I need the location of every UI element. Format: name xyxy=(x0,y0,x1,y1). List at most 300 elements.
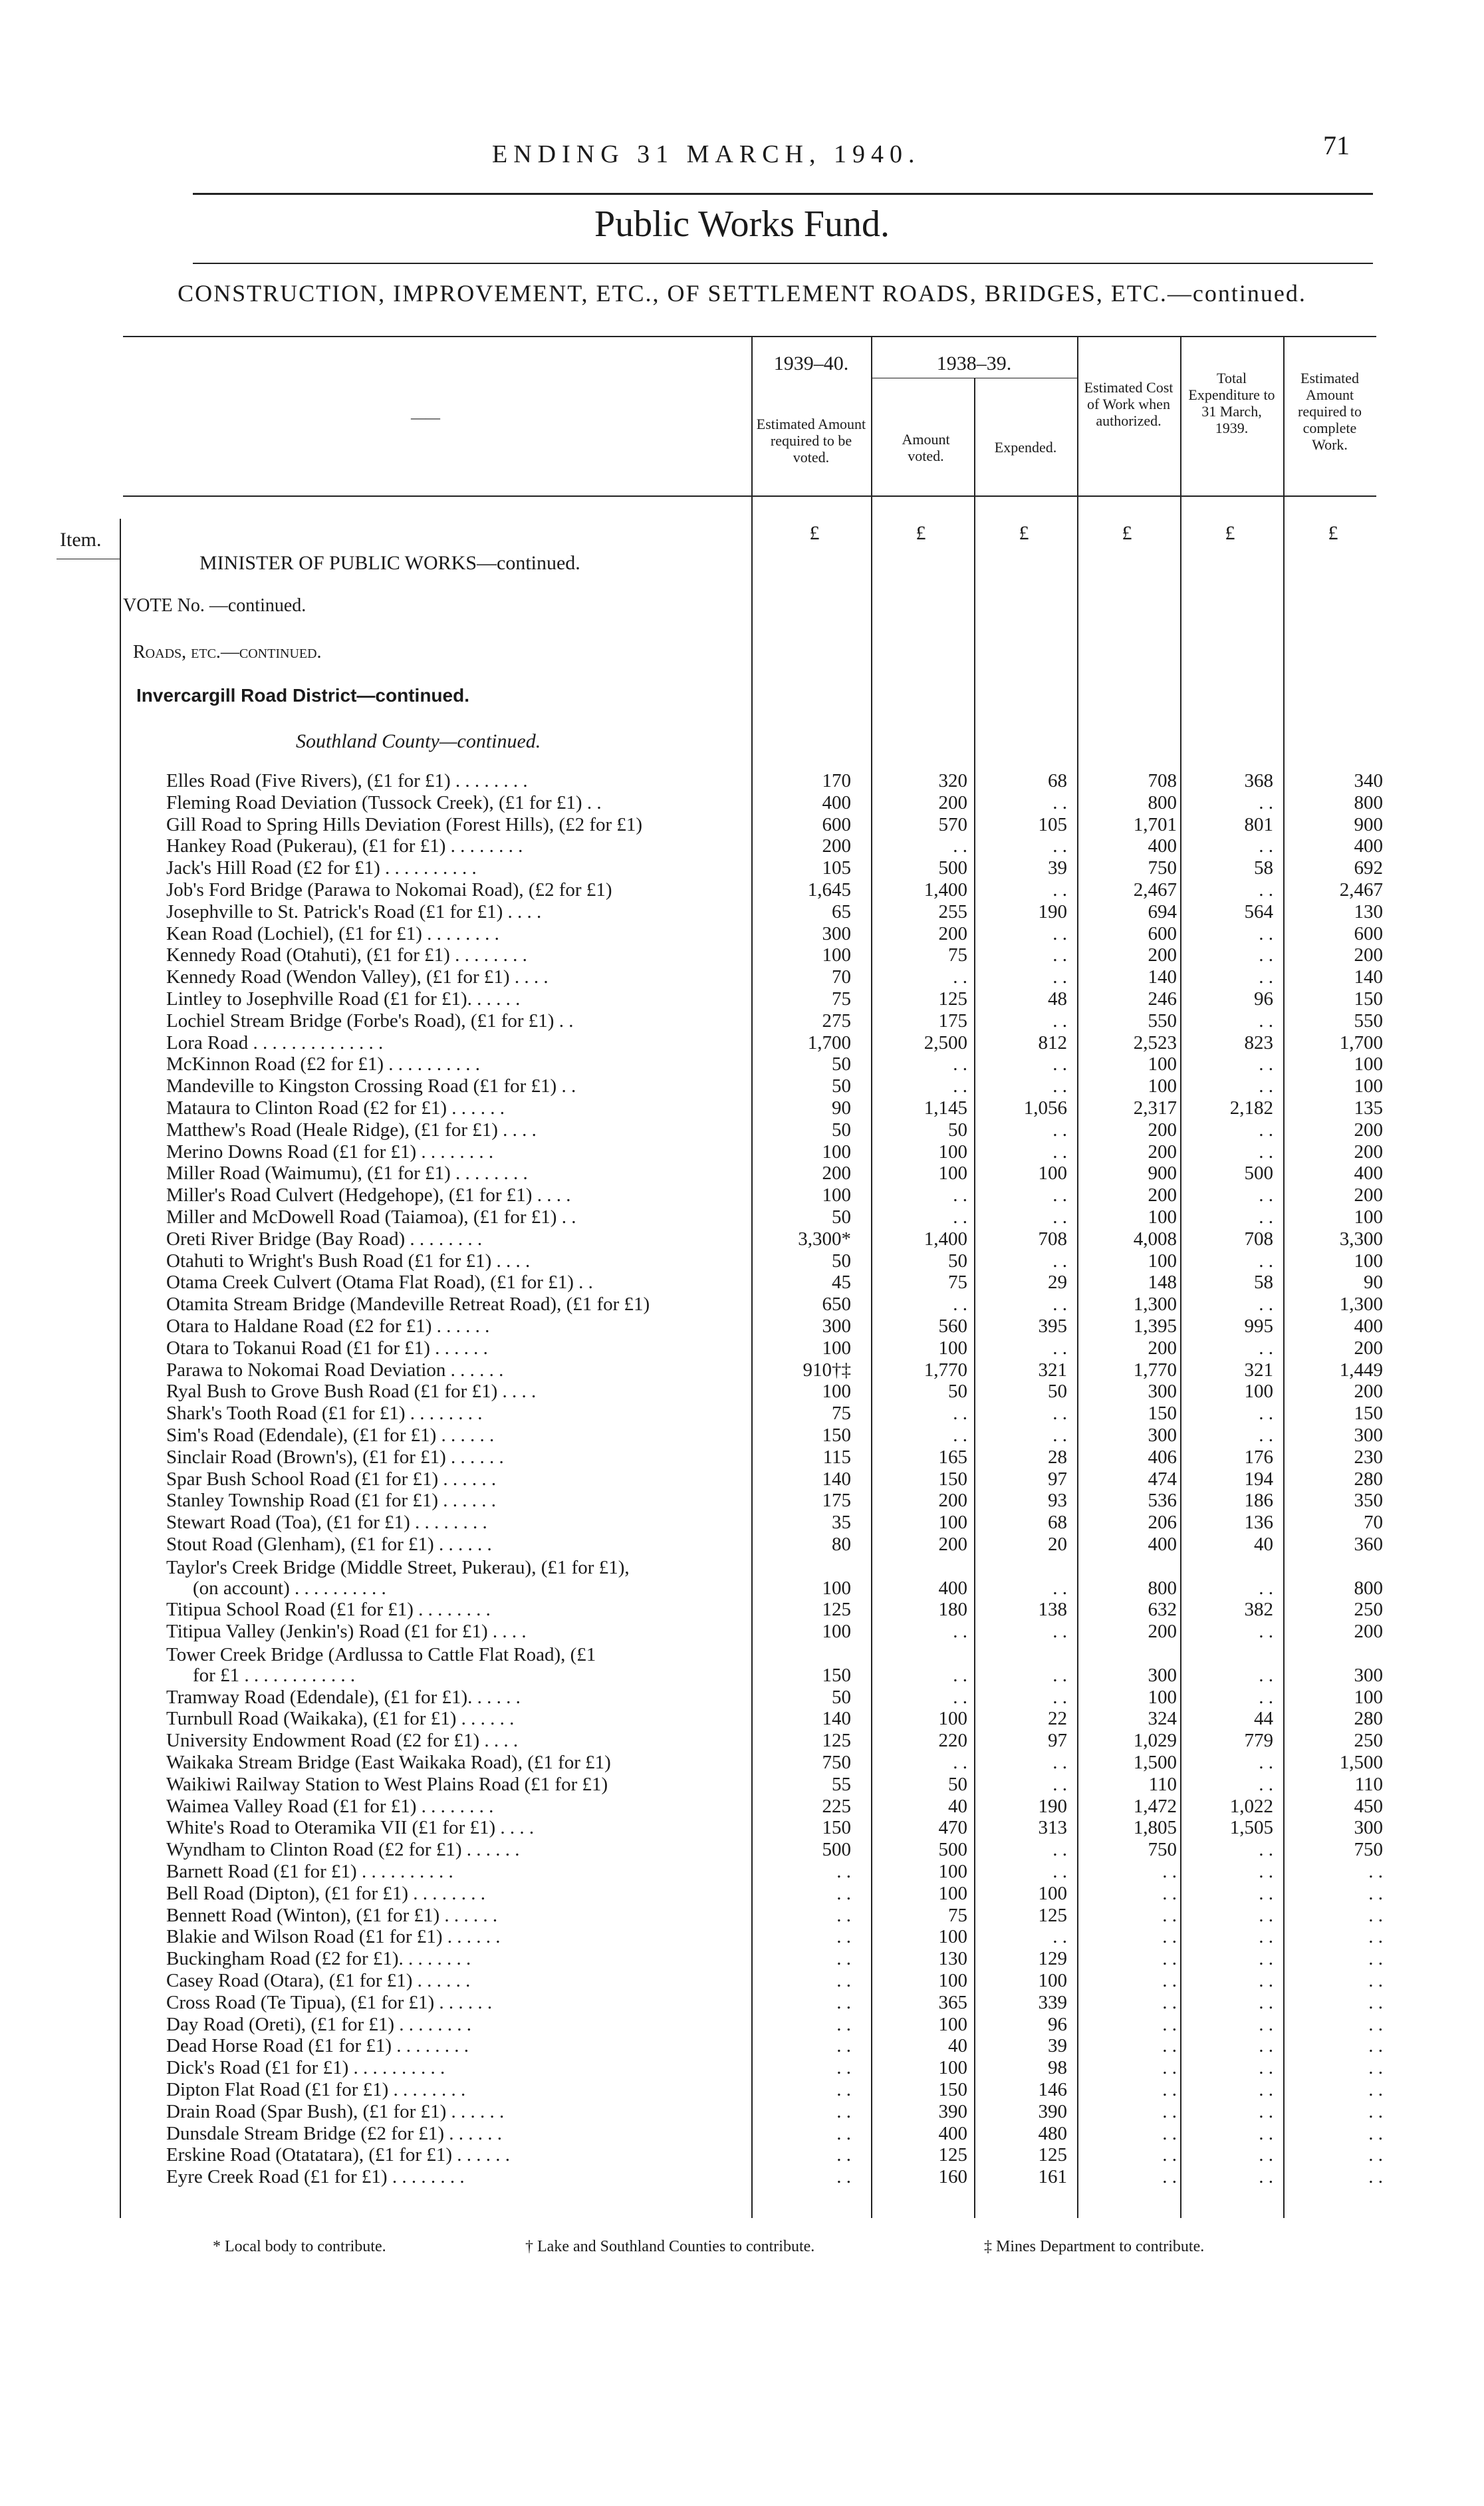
currency-symbol: £ xyxy=(1122,522,1132,544)
row-description: Dick's Road (£1 for £1) . . . . . . . . . . xyxy=(166,2057,445,2078)
table-row xyxy=(0,1621,1484,1641)
cell-value: . . xyxy=(1259,2079,1273,2100)
cell-value: 1,145 xyxy=(924,1097,967,1119)
cell-value: . . xyxy=(1259,944,1273,966)
cell-value: 93 xyxy=(1048,1490,1067,1511)
cell-value: 50 xyxy=(832,1687,851,1708)
table-row xyxy=(0,1381,1484,1401)
table-row xyxy=(0,857,1484,878)
cell-value: 110 xyxy=(1354,1774,1383,1795)
table-row xyxy=(0,944,1484,965)
cell-value: 50 xyxy=(832,1250,851,1272)
cell-value: 70 xyxy=(1364,1512,1383,1533)
row-description: Waimea Valley Road (£1 for £1) . . . . . . . . xyxy=(166,1796,494,1817)
footnote-dagger: † Lake and Southland Counties to contribute. xyxy=(525,2238,815,2255)
cell-value: . . xyxy=(1052,1752,1067,1773)
table-row xyxy=(0,1403,1484,1423)
table-row xyxy=(0,1774,1484,1794)
cell-value: 20 xyxy=(1048,1534,1067,1555)
cell-value: 300 xyxy=(1354,1425,1383,1446)
cell-value: . . xyxy=(1259,879,1273,901)
cell-value: 200 xyxy=(1354,1141,1383,1163)
year-1939-40: 1939–40. xyxy=(773,352,849,374)
cell-value: 400 xyxy=(822,792,851,813)
fund-title: Public Works Fund. xyxy=(594,204,890,245)
cell-value: 55 xyxy=(832,1774,851,1795)
cell-value: 2,182 xyxy=(1229,1097,1273,1119)
cell-value: 190 xyxy=(1038,901,1067,922)
cell-value: 100 xyxy=(1148,1075,1177,1097)
cell-value: 68 xyxy=(1048,770,1067,791)
cell-value: . . xyxy=(1259,1141,1273,1163)
cell-value: 694 xyxy=(1148,901,1177,922)
table-row xyxy=(0,1992,1484,2013)
cell-value: 400 xyxy=(1354,1316,1383,1337)
cell-value: 28 xyxy=(1048,1447,1067,1468)
table-row xyxy=(0,1184,1484,1205)
row-description: Ryal Bush to Grove Bush Road (£1 for £1) . . . . xyxy=(166,1381,537,1402)
table-row xyxy=(0,1905,1484,1925)
cell-value: 406 xyxy=(1148,1447,1177,1468)
cell-value: 125 xyxy=(822,1730,851,1751)
row-description: Drain Road (Spar Bush), (£1 for £1) . . . . . . xyxy=(166,2101,505,2122)
row-description: Shark's Tooth Road (£1 for £1) . . . . . . . . xyxy=(166,1403,483,1424)
cell-value: 100 xyxy=(938,1926,967,1947)
cell-value: . . xyxy=(836,2079,851,2100)
vote-heading: VOTE No. —continued. xyxy=(123,595,307,616)
cell-value: 220 xyxy=(938,1730,967,1751)
cell-value: 206 xyxy=(1148,1512,1177,1533)
cell-value: . . xyxy=(1162,2144,1177,2165)
cell-value: 500 xyxy=(1244,1163,1273,1184)
row-description: Parawa to Nokomai Road Deviation . . . . . . xyxy=(166,1359,504,1381)
row-description: Day Road (Oreti), (£1 for £1) . . . . . . . . xyxy=(166,2014,472,2035)
cell-value: . . xyxy=(1162,2035,1177,2056)
cell-value: 2,500 xyxy=(924,1032,967,1053)
row-description: Buckingham Road (£2 for £1). . . . . . . . xyxy=(166,1948,471,1969)
cell-value: . . xyxy=(1368,1948,1383,1969)
cell-value: 50 xyxy=(948,1250,967,1272)
cell-value: . . xyxy=(1162,2123,1177,2144)
cell-value: 500 xyxy=(938,857,967,879)
cell-value: 1,395 xyxy=(1133,1316,1177,1337)
table-row xyxy=(0,1730,1484,1750)
cell-value: 50 xyxy=(832,1075,851,1097)
cell-value: 1,505 xyxy=(1229,1817,1273,1838)
cell-value: 100 xyxy=(938,1883,967,1904)
cell-value: 100 xyxy=(822,944,851,966)
table-row xyxy=(0,2014,1484,2034)
cell-value: . . xyxy=(953,1053,967,1075)
table-row xyxy=(0,1644,1484,1686)
row-description: Matthew's Road (Heale Ridge), (£1 for £1) . . . . xyxy=(166,1119,537,1141)
cell-value: 150 xyxy=(1148,1403,1177,1424)
row-description: Josephville to St. Patrick's Road (£1 for £1) . . . . xyxy=(166,901,542,922)
table-row xyxy=(0,1337,1484,1358)
cell-value: . . xyxy=(1259,1948,1273,1969)
cell-value: 382 xyxy=(1244,1599,1273,1620)
row-description: Sinclair Road (Brown's), (£1 for £1) . . . . . . xyxy=(166,1447,504,1468)
row-description: Otamita Stream Bridge (Mandeville Retreat Road), (£1 for £1) xyxy=(166,1294,650,1315)
cell-value: . . xyxy=(1052,1425,1067,1446)
cell-value: 115 xyxy=(822,1447,851,1468)
cell-value: . . xyxy=(1368,2014,1383,2035)
table-row xyxy=(0,1926,1484,1947)
minister-heading: MINISTER OF PUBLIC WORKS—continued. xyxy=(199,552,580,574)
cell-value: 800 xyxy=(1148,792,1177,813)
cell-value: . . xyxy=(1052,1294,1067,1315)
cell-value: . . xyxy=(1162,1948,1177,1969)
cell-value: 708 xyxy=(1244,1228,1273,1250)
cell-value: 1,300 xyxy=(1133,1294,1177,1315)
cell-value: 40 xyxy=(948,1796,967,1817)
cell-value: 320 xyxy=(938,770,967,791)
cell-value: 564 xyxy=(1244,901,1273,922)
cell-value: 2,467 xyxy=(1133,879,1177,901)
row-description: Tower Creek Bridge (Ardlussa to Cattle Flat Road), (£1 xyxy=(166,1644,596,1665)
cell-value: . . xyxy=(953,1752,967,1773)
cell-value: . . xyxy=(1259,2101,1273,2122)
cell-value: 150 xyxy=(822,1665,851,1686)
cell-value: . . xyxy=(1259,1184,1273,1206)
table-row xyxy=(0,1534,1484,1554)
cell-value: . . xyxy=(1052,1926,1067,1947)
cell-value: 200 xyxy=(938,1534,967,1555)
cell-value: . . xyxy=(836,2057,851,2078)
cell-value: 200 xyxy=(822,835,851,857)
cell-value: 3,300* xyxy=(798,1228,851,1250)
cell-value: 100 xyxy=(822,1337,851,1359)
cell-value: 550 xyxy=(1148,1010,1177,1032)
cell-value: 280 xyxy=(1354,1708,1383,1729)
row-description: Otama Creek Culvert (Otama Flat Road), (£1 for £1) . . xyxy=(166,1272,593,1293)
cell-value: . . xyxy=(836,2123,851,2144)
row-description: Otara to Haldane Road (£2 for £1) . . . . . . xyxy=(166,1316,490,1337)
cell-value: . . xyxy=(1259,1250,1273,1272)
cell-value: 300 xyxy=(1148,1425,1177,1446)
row-description: Jack's Hill Road (£2 for £1) . . . . . . . . . . xyxy=(166,857,477,879)
row-description: Kean Road (Lochiel), (£1 for £1) . . . . . . . . xyxy=(166,923,499,944)
cell-value: . . xyxy=(1368,2166,1383,2187)
cell-value: 75 xyxy=(948,1905,967,1926)
cell-value: 360 xyxy=(1354,1534,1383,1555)
row-description: University Endowment Road (£2 for £1) . . . . xyxy=(166,1730,519,1751)
table-row xyxy=(0,1687,1484,1707)
cell-value: . . xyxy=(953,1184,967,1206)
cell-value: 100 xyxy=(1354,1687,1383,1708)
cell-value: 324 xyxy=(1148,1708,1177,1729)
cell-value: . . xyxy=(1052,1141,1067,1163)
cell-value: 450 xyxy=(1354,1796,1383,1817)
cell-value: 400 xyxy=(1354,1163,1383,1184)
cell-value: 300 xyxy=(1148,1381,1177,1402)
cell-value: 225 xyxy=(822,1796,851,1817)
cell-value: . . xyxy=(1259,1425,1273,1446)
table-row xyxy=(0,966,1484,987)
cell-value: . . xyxy=(953,1403,967,1424)
row-description: Stout Road (Glenham), (£1 for £1) . . . . . . xyxy=(166,1534,492,1555)
cell-value: 150 xyxy=(938,1468,967,1490)
cell-value: 160 xyxy=(938,2166,967,2187)
cell-value: . . xyxy=(953,1206,967,1228)
cell-value: 200 xyxy=(1148,1184,1177,1206)
cell-value: 90 xyxy=(1364,1272,1383,1293)
cell-value: 395 xyxy=(1038,1316,1067,1337)
county-heading: Southland County—continued. xyxy=(296,730,541,752)
row-description: Taylor's Creek Bridge (Middle Street, Pukerau), (£1 for £1), xyxy=(166,1557,630,1578)
cell-value: 1,500 xyxy=(1133,1752,1177,1773)
row-description: Bennett Road (Winton), (£1 for £1) . . . . . . xyxy=(166,1905,498,1926)
cell-value: . . xyxy=(1368,2123,1383,2144)
row-description: Wyndham to Clinton Road (£2 for £1) . . . . . . xyxy=(166,1839,520,1860)
cell-value: . . xyxy=(1259,923,1273,944)
row-description: Lora Road . . . . . . . . . . . . . . xyxy=(166,1032,384,1053)
cell-value: 300 xyxy=(822,1316,851,1337)
cell-value: 750 xyxy=(1148,1839,1177,1860)
footnote-double-dagger: ‡ Mines Department to contribute. xyxy=(984,2238,1205,2255)
running-head: ENDING 31 MARCH, 1940. xyxy=(492,140,921,168)
cell-value: 2,523 xyxy=(1133,1032,1177,1053)
cell-value: . . xyxy=(1162,1970,1177,1991)
cell-value: 474 xyxy=(1148,1468,1177,1490)
cell-value: . . xyxy=(1259,1403,1273,1424)
cell-value: 570 xyxy=(938,814,967,835)
cell-value: 900 xyxy=(1354,814,1383,835)
row-description: Tramway Road (Edendale), (£1 for £1). . . . . . xyxy=(166,1687,521,1708)
row-description: Fleming Road Deviation (Tussock Creek), (£1 for £1) . . xyxy=(166,792,602,813)
cell-value: 100 xyxy=(1244,1381,1273,1402)
cell-value: 100 xyxy=(822,1578,851,1599)
table-row xyxy=(0,770,1484,791)
cell-value: . . xyxy=(1259,1053,1273,1075)
table-row xyxy=(0,1839,1484,1860)
cell-value: . . xyxy=(836,1861,851,1882)
row-description: Waikiwi Railway Station to West Plains Road (£1 for £1) xyxy=(166,1774,608,1795)
table-row xyxy=(0,1708,1484,1729)
cell-value: 1,056 xyxy=(1023,1097,1067,1119)
cell-value: 692 xyxy=(1354,857,1383,879)
cell-value: 125 xyxy=(1038,1905,1067,1926)
cell-value: 58 xyxy=(1254,857,1273,879)
cell-value: . . xyxy=(1162,2101,1177,2122)
cell-value: 50 xyxy=(832,1053,851,1075)
cell-value: 100 xyxy=(938,1708,967,1729)
table-top-rule xyxy=(123,336,1376,337)
cell-value: . . xyxy=(1052,1621,1067,1642)
cell-value: 390 xyxy=(938,2101,967,2122)
cell-value: . . xyxy=(836,1948,851,1969)
cell-value: . . xyxy=(836,1883,851,1904)
row-description: Kennedy Road (Otahuti), (£1 for £1) . . . . . . . . xyxy=(166,944,527,966)
cell-value: 300 xyxy=(1148,1665,1177,1686)
cell-value: 300 xyxy=(1354,1817,1383,1838)
cell-value: . . xyxy=(1259,2123,1273,2144)
cell-value: 100 xyxy=(822,1381,851,1402)
cell-value: 140 xyxy=(1354,966,1383,988)
cell-value: 400 xyxy=(938,1578,967,1599)
cell-value: 105 xyxy=(1038,814,1067,835)
row-description: Merino Downs Road (£1 for £1) . . . . . . . . xyxy=(166,1141,494,1163)
cell-value: . . xyxy=(836,2035,851,2056)
cell-value: 80 xyxy=(832,1534,851,1555)
cell-value: . . xyxy=(1368,1926,1383,1947)
cell-value: . . xyxy=(1368,2057,1383,2078)
table-row xyxy=(0,1970,1484,1991)
cell-value: 165 xyxy=(938,1447,967,1468)
cell-value: . . xyxy=(1259,1665,1273,1686)
cell-value: 246 xyxy=(1148,988,1177,1010)
table-row xyxy=(0,2144,1484,2165)
cell-value: 560 xyxy=(938,1316,967,1337)
cell-value: 995 xyxy=(1244,1316,1273,1337)
currency-symbol: £ xyxy=(809,522,820,544)
cell-value: 100 xyxy=(1354,1206,1383,1228)
divider xyxy=(193,193,1373,195)
table-row xyxy=(0,1316,1484,1336)
row-description: Job's Ford Bridge (Parawa to Nokomai Road), (£2 for £1) xyxy=(166,879,612,901)
cell-value: 340 xyxy=(1354,770,1383,791)
cell-value: 650 xyxy=(822,1294,851,1315)
cell-value: 812 xyxy=(1038,1032,1067,1053)
cell-value: 910†‡ xyxy=(803,1359,851,1381)
cell-value: 632 xyxy=(1148,1599,1177,1620)
row-description: Hankey Road (Pukerau), (£1 for £1) . . . . . . . . xyxy=(166,835,523,857)
cell-value: 300 xyxy=(822,923,851,944)
row-description: Stanley Township Road (£1 for £1) . . . . . . xyxy=(166,1490,497,1511)
cell-value: 300 xyxy=(1354,1665,1383,1686)
cell-value: 750 xyxy=(1148,857,1177,879)
cell-value: . . xyxy=(1052,1010,1067,1032)
cell-value: 130 xyxy=(1354,901,1383,922)
cell-value: 550 xyxy=(1354,1010,1383,1032)
cell-value: . . xyxy=(1052,966,1067,988)
cell-value: . . xyxy=(1162,2057,1177,2078)
cell-value: 801 xyxy=(1244,814,1273,835)
cell-value: . . xyxy=(1259,1905,1273,1926)
cell-value: 68 xyxy=(1048,1512,1067,1533)
row-description: McKinnon Road (£2 for £1) . . . . . . . . . . xyxy=(166,1053,481,1075)
cell-value: 100 xyxy=(1148,1053,1177,1075)
cell-value: 150 xyxy=(822,1425,851,1446)
table-row xyxy=(0,1557,1484,1599)
cell-value: 100 xyxy=(1038,1163,1067,1184)
cell-value: 125 xyxy=(1038,2144,1067,2165)
cell-value: 100 xyxy=(938,1861,967,1882)
cell-value: 1,770 xyxy=(924,1359,967,1381)
cell-value: . . xyxy=(1259,1970,1273,1991)
table-row xyxy=(0,2101,1484,2122)
cell-value: 50 xyxy=(832,1206,851,1228)
table-row xyxy=(0,1490,1484,1510)
cell-value: . . xyxy=(953,1687,967,1708)
cell-value: 194 xyxy=(1244,1468,1273,1490)
table-row xyxy=(0,923,1484,944)
cell-value: . . xyxy=(1259,1687,1273,1708)
table-row xyxy=(0,1948,1484,1969)
cell-value: 400 xyxy=(1354,835,1383,857)
cell-value: 100 xyxy=(1038,1970,1067,1991)
cell-value: 180 xyxy=(938,1599,967,1620)
cell-value: . . xyxy=(1259,1926,1273,1947)
divider xyxy=(193,263,1373,264)
cell-value: . . xyxy=(836,1905,851,1926)
table-row xyxy=(0,901,1484,922)
cell-value: . . xyxy=(836,1926,851,1947)
cell-value: 40 xyxy=(948,2035,967,2056)
cell-value: . . xyxy=(1052,1075,1067,1097)
cell-value: . . xyxy=(1259,1883,1273,1904)
cell-value: . . xyxy=(1368,1992,1383,2013)
cell-value: 536 xyxy=(1148,1490,1177,1511)
cell-value: . . xyxy=(1259,1774,1273,1795)
row-description: Stewart Road (Toa), (£1 for £1) . . . . . . . . xyxy=(166,1512,487,1533)
cell-value: 100 xyxy=(1354,1053,1383,1075)
cell-value: 100 xyxy=(938,2014,967,2035)
cell-value: 39 xyxy=(1048,857,1067,879)
col-total-expenditure: Total Expenditure to 31 March, 1939. xyxy=(1188,370,1275,436)
cell-value: . . xyxy=(1052,944,1067,966)
cell-value: 150 xyxy=(938,2079,967,2100)
cell-value: . . xyxy=(1368,1970,1383,1991)
cell-value: . . xyxy=(1052,879,1067,901)
cell-value: . . xyxy=(1259,1119,1273,1141)
cell-value: 138 xyxy=(1038,1599,1067,1620)
cell-value: 3,300 xyxy=(1339,1228,1383,1250)
cell-value: . . xyxy=(1368,2035,1383,2056)
cell-value: . . xyxy=(1259,2144,1273,2165)
cell-value: 230 xyxy=(1354,1447,1383,1468)
cell-value: 200 xyxy=(822,1163,851,1184)
cell-value: 96 xyxy=(1048,2014,1067,2035)
cell-value: 146 xyxy=(1038,2079,1067,2100)
row-description: Lintley to Josephville Road (£1 for £1). . . . . . xyxy=(166,988,521,1010)
cell-value: . . xyxy=(1162,1883,1177,1904)
cell-value: 779 xyxy=(1244,1730,1273,1751)
table-row xyxy=(0,2035,1484,2056)
table-row xyxy=(0,1250,1484,1271)
table-row xyxy=(0,1141,1484,1162)
row-description: Titipua Valley (Jenkin's) Road (£1 for £1) . . . . xyxy=(166,1621,527,1642)
table-row xyxy=(0,1010,1484,1031)
cell-value: 129 xyxy=(1038,1948,1067,1969)
cell-value: 200 xyxy=(1148,944,1177,966)
cell-value: 200 xyxy=(1354,1337,1383,1359)
row-description: Dunsdale Stream Bridge (£2 for £1) . . . . . . xyxy=(166,2123,502,2144)
cell-value: 161 xyxy=(1038,2166,1067,2187)
table-row xyxy=(0,988,1484,1009)
cell-value: . . xyxy=(1368,1861,1383,1882)
cell-value: . . xyxy=(1052,1119,1067,1141)
row-description: Spar Bush School Road (£1 for £1) . . . . . . xyxy=(166,1468,497,1490)
cell-value: . . xyxy=(836,2014,851,2035)
table-row xyxy=(0,1512,1484,1532)
cell-value: 200 xyxy=(1148,1337,1177,1359)
cell-value: 250 xyxy=(1354,1730,1383,1751)
cell-value: 350 xyxy=(1354,1490,1383,1511)
cell-value: 100 xyxy=(1148,1687,1177,1708)
currency-symbol: £ xyxy=(1225,522,1235,544)
cell-value: 40 xyxy=(1254,1534,1273,1555)
row-description: Otara to Tokanui Road (£1 for £1) . . . . . . xyxy=(166,1337,488,1359)
cell-value: 150 xyxy=(822,1817,851,1838)
cell-value: . . xyxy=(1259,1337,1273,1359)
row-description: Barnett Road (£1 for £1) . . . . . . . . . . xyxy=(166,1861,453,1882)
table-row xyxy=(0,1425,1484,1445)
cell-value: 97 xyxy=(1048,1468,1067,1490)
cell-value: 200 xyxy=(1354,1119,1383,1141)
cell-value: 50 xyxy=(1048,1381,1067,1402)
cell-value: 1,700 xyxy=(1339,1032,1383,1053)
